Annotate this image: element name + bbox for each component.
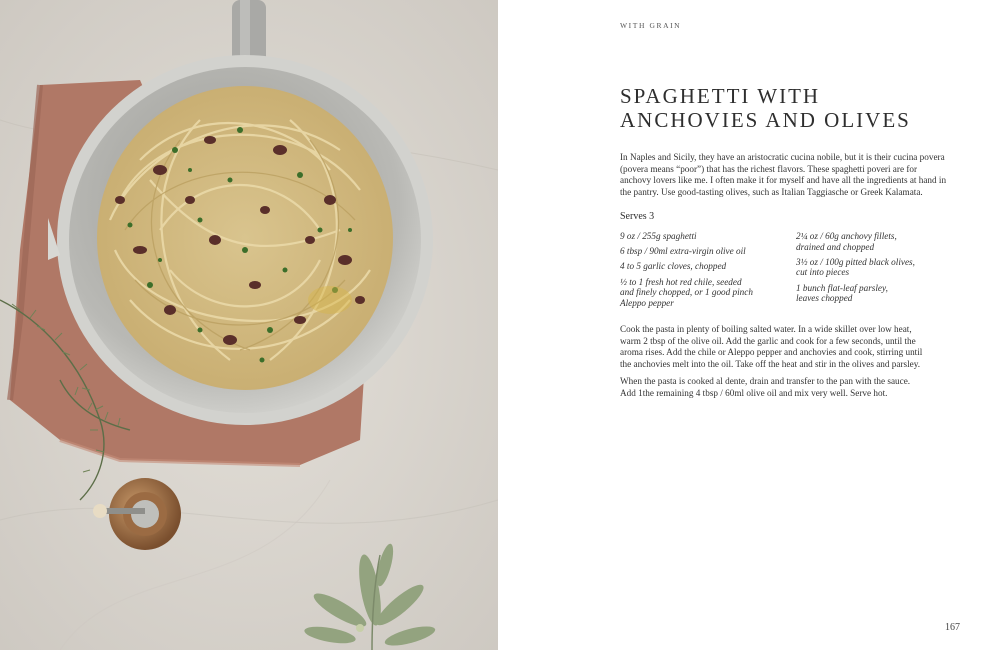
- ingredient-item: [620, 277, 780, 309]
- ingredient-line: 2¼ oz / 60g anchovy fillets,: [796, 231, 897, 241]
- ingredients-left-column: [620, 231, 780, 313]
- method-text: [620, 324, 960, 406]
- intro-line: the pantry. Use good-tasting olives, such as Italian Taggiasche or Greek Kalamata.: [620, 186, 923, 197]
- section-label: WITH GRAIN: [620, 21, 682, 30]
- ingredient-line: 9 oz / 255g spaghetti: [620, 231, 697, 241]
- ingredient-item: [620, 231, 780, 242]
- ingredient-line: leaves chopped: [796, 293, 853, 304]
- ingredient-line: cut into pieces: [796, 267, 850, 278]
- intro-line: In Naples and Sicily, they have an aristocratic cucina nobile, but it is their cucina povera: [620, 152, 945, 162]
- intro-line: anchovy lovers like me. I often make it for myself and have all the ingredients at hand in: [620, 175, 947, 186]
- ingredient-item: [620, 261, 780, 272]
- spaghetti: [97, 86, 393, 390]
- serves-label: Serves 3: [620, 211, 655, 222]
- recipe-intro: [620, 152, 960, 198]
- method-line: warm 2 tbsp of the olive oil. Add the garlic and cook for a few seconds, until the: [620, 335, 916, 346]
- method-line: aroma rises. Add the chile or Aleppo pepper and anchovies and cook, stirring until: [620, 347, 923, 358]
- method-paragraph: [620, 376, 960, 399]
- ingredient-line: 3½ oz / 100g pitted black olives,: [796, 256, 915, 267]
- ingredient-line: 1 bunch flat-leaf parsley,: [796, 282, 888, 293]
- ingredient-line: drained and chopped: [796, 241, 875, 252]
- method-line: Add 1the remaining 4 tbsp / 60ml olive oil and mix very well. Serve hot.: [620, 387, 888, 398]
- page-number: 167: [945, 622, 960, 633]
- ingredient-item: [796, 257, 956, 278]
- recipe-text-page: [498, 0, 996, 650]
- ingredient-line: 4 to 5 garlic cloves, chopped: [620, 261, 727, 272]
- method-line: When the pasta is cooked al dente, drain and transfer to the pan with the sauce.: [620, 376, 911, 387]
- recipe-title-line: SPAGHETTI WITH: [620, 84, 821, 108]
- method-line: the anchovies melt into the oil. Take off the heat and stir in the olives and parsley.: [620, 358, 920, 369]
- ingredient-item: [620, 246, 780, 257]
- intro-line: (povera means “poor”) that has the richest flavors. These spaghetti poveri are for: [620, 163, 918, 174]
- ingredient-item: [796, 283, 956, 304]
- ingredient-line: and finely chopped, or 1 good pinch: [620, 287, 753, 298]
- method-line: Cook the pasta in plenty of boiling salted water. In a wide skillet over low heat,: [620, 324, 912, 334]
- ingredient-line: ½ to 1 fresh hot red chile, seeded: [620, 276, 742, 287]
- recipe-title-line: ANCHOVIES AND OLIVES: [620, 108, 911, 132]
- recipe-title: [620, 84, 960, 132]
- ingredients-right-column: [796, 231, 956, 308]
- ingredient-item: [796, 231, 956, 252]
- method-paragraph: [620, 324, 960, 370]
- ingredient-line: 6 tbsp / 90ml extra-virgin olive oil: [620, 246, 746, 257]
- ingredient-line: Aleppo pepper: [620, 297, 674, 308]
